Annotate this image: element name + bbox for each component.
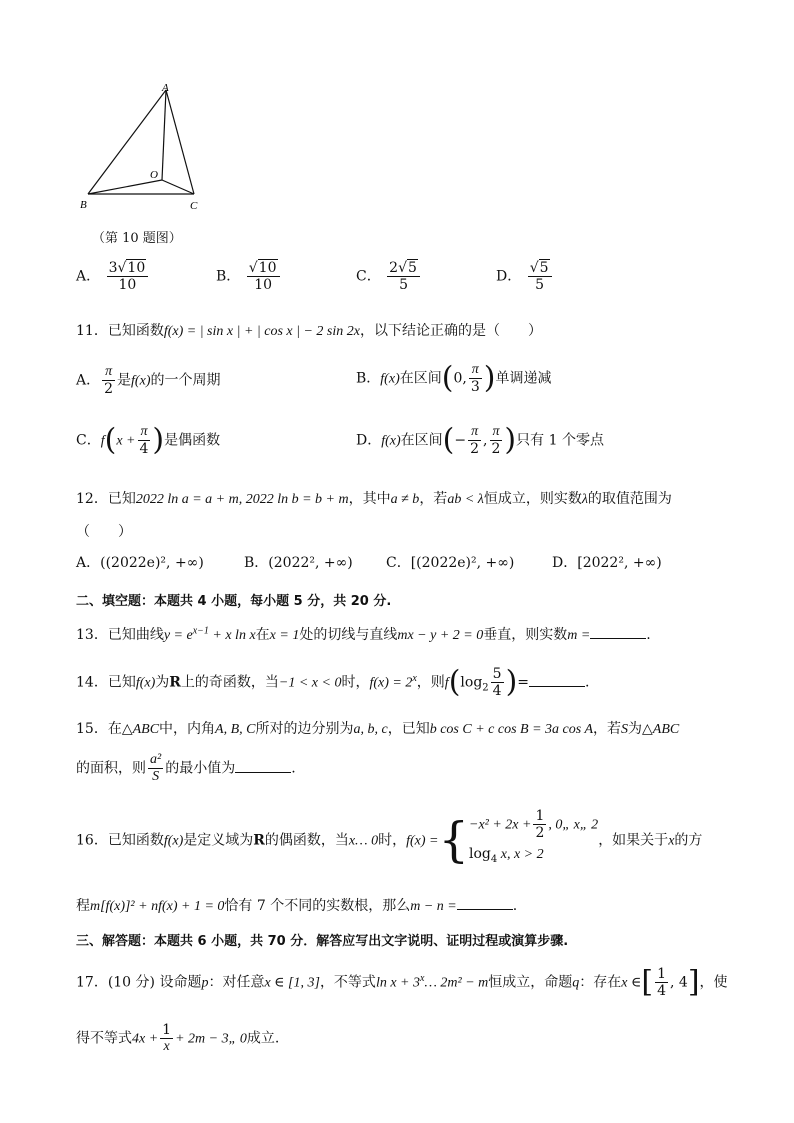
q11-option-a[interactable]: A． $\frac{\pi}{2}$ 是f(x)的一个周期	[76, 364, 221, 397]
q11-option-d[interactable]: D．f(x)在区间(− $\frac{\pi}{2}$ , $\frac{\pi}{2}$ )只有 1 个零点	[356, 422, 604, 458]
label-c: C	[190, 200, 198, 212]
label-a: A	[162, 82, 169, 94]
q13: 13．已知曲线$y = e^{x-1} + x$ ln x在x = 1处的切线与直线mx − y + 2 = 0垂直，则实数m = .	[76, 625, 651, 643]
q10-option-a[interactable]: A． $\frac{3√10}{10}$	[76, 260, 150, 293]
q12-stem: 12．已知2022 ln a = a + m, 2022 ln b = b + m，其中a ≠ b，若ab < λ恒成立，则实数λ的取值范围为	[76, 491, 672, 507]
section-heading-fill-in: 二、填空题：本题共 4 小题，每小题 5 分，共 20 分.	[76, 594, 392, 609]
q15-line1: 15．在△ABC中，内角A, B, C所对的边分别为a, b, c，已知b cos C + c cos B = 3a cos A，若S为△ABC	[76, 721, 680, 737]
q11-option-c[interactable]: C．f(x + $\frac{\pi}{4}$ )是偶函数	[76, 422, 221, 458]
q10-option-d[interactable]: D． $\frac{√5}{5}$	[496, 260, 554, 293]
q14-answer-blank[interactable]	[529, 674, 585, 687]
q12-option-c[interactable]: C．[(2022e)², +∞)	[386, 555, 515, 571]
q12-option-d[interactable]: D．[2022², +∞)	[552, 555, 662, 571]
label-o: O	[150, 169, 158, 181]
edge-ao	[162, 90, 166, 180]
q16-piecewise: −x² + 2x + $\frac{1}{2}$ , 0„ x„ 2 $\log_4 x$, x > 2	[469, 808, 599, 865]
q17-line2: 得不等式4x + $\frac{1}{x}$ + 2m − 3„ 0成立.	[76, 1022, 280, 1054]
q16-answer-blank[interactable]	[457, 897, 513, 910]
q17-line1: 17．(10 分) 设命题p：对任意x ∈ [1, 3]，不等式$\ln x + 3^x\dots$ 2m² − m恒成立，命题q：存在x ∈[ $\frac{1}{4}$ , 4]，使	[76, 964, 728, 1000]
q12-paren: （ ）	[76, 524, 132, 540]
q13-answer-blank[interactable]	[590, 626, 646, 639]
q15-answer-blank[interactable]	[235, 760, 291, 773]
figure-caption: （第 10 题图）	[92, 231, 182, 246]
section-heading-solutions: 三、解答题：本题共 6 小题，共 70 分．解答应写出文字说明、证明过程或演算步骤.	[76, 934, 569, 949]
label-b: B	[80, 199, 87, 211]
q11-stem: 11．已知函数f(x) = | sin x | + | cos x | − 2 sin 2x，以下结论正确的是（ ）	[76, 323, 542, 339]
q10-option-c[interactable]: C． $\frac{2√5}{5}$	[356, 260, 422, 293]
triangle-figure	[78, 82, 208, 212]
q12-option-b[interactable]: B．(2022², +∞)	[244, 555, 353, 571]
q14: 14．已知f(x)为R上的奇函数，当−1 < x < 0时，$f(x) = 2^x$，则$f(\log_2$ $\frac{5}{4}$ )= .	[76, 664, 590, 700]
q16-line2: 程m[f(x)]² + nf(x) + 1 = 0恰有 7 个不同的实数根，那么m − n = .	[76, 898, 518, 914]
edge-oc	[162, 180, 194, 194]
edge-bo	[88, 180, 162, 194]
q15-line2: 的面积，则 $\frac{\text{a²}}{S}$ 的最小值为 .	[76, 752, 296, 784]
edge-ac	[166, 90, 194, 194]
q16-line1: 16．已知函数f(x)是定义域为R的偶函数，当x… 0时，f(x) ={ −x² + 2x + $\frac{1}{2}$ , 0„ x„ 2 $\log_4 x$, x > 2 ，如果关于x的方	[76, 808, 702, 873]
q12-option-a[interactable]: A．((2022e)², +∞)	[76, 555, 204, 571]
q10-option-b[interactable]: B． $\frac{√10}{10}$	[216, 260, 282, 293]
q11-option-b[interactable]: B．f(x)在区间(0, $\frac{\pi}{3}$ )单调递减	[356, 360, 552, 396]
